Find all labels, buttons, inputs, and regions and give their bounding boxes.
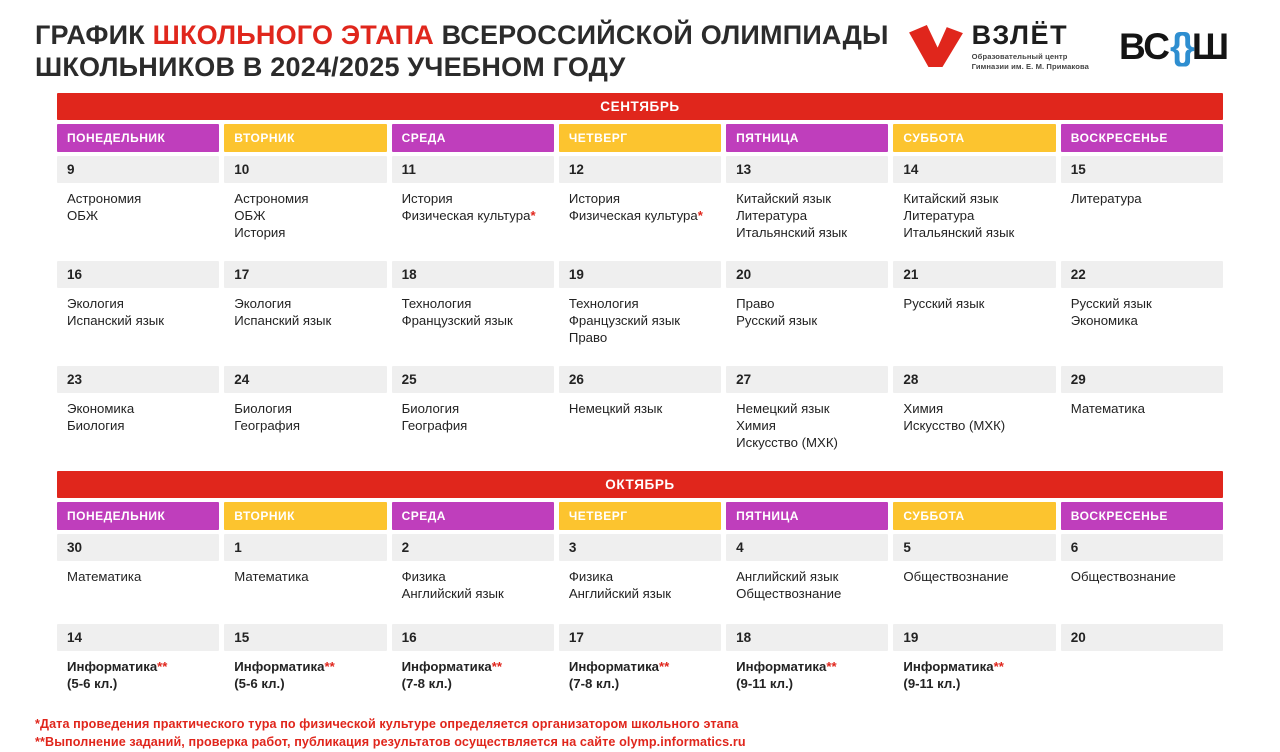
weekday-header: ПОНЕДЕЛЬНИК — [57, 124, 219, 152]
footnote-asterisk: ** — [993, 659, 1004, 675]
day-subjects — [224, 397, 386, 464]
weekday-header: ВТОРНИК — [224, 502, 386, 530]
date-cell: 12 — [559, 156, 721, 183]
date-cell: 17 — [559, 624, 721, 651]
date-cell: 24 — [224, 366, 386, 393]
day-subjects — [224, 187, 386, 254]
subject-name: Итальянский язык — [736, 225, 848, 241]
day-subjects — [559, 187, 721, 254]
day-subjects — [224, 565, 386, 617]
subject-name: Физическая культура — [401, 208, 531, 224]
subject-name: Астрономия — [234, 191, 309, 207]
subject-entry — [736, 224, 882, 241]
subject-name: Математика — [234, 569, 309, 585]
subject-name: (5-6 кл.) — [67, 676, 118, 692]
subject-name: Обществознание — [903, 569, 1009, 585]
date-cell: 3 — [559, 534, 721, 561]
day-subjects — [57, 187, 219, 254]
date-cell: 23 — [57, 366, 219, 393]
subject-entry — [736, 434, 882, 451]
subject-entry — [1071, 568, 1217, 585]
subject-name: Физическая культура — [568, 208, 698, 224]
subject-name: Литература — [736, 208, 808, 224]
subject-name: Английский язык — [568, 586, 672, 602]
subject-row — [57, 565, 1223, 617]
subject-entry — [1071, 190, 1217, 207]
day-subjects — [392, 292, 554, 359]
subject-name: (9-11 кл.) — [736, 676, 794, 692]
subject-name: (7-8 кл.) — [568, 676, 620, 692]
subject-name: Литература — [1070, 191, 1142, 207]
subject-name: География — [234, 418, 301, 434]
subject-name: Китайский язык — [736, 191, 831, 207]
calendar — [57, 93, 1223, 707]
subject-entry — [903, 207, 1049, 224]
subject-name: Обществознание — [1070, 569, 1176, 585]
weekday-header-row — [57, 124, 1223, 152]
date-cell: 28 — [893, 366, 1055, 393]
subject-entry — [67, 568, 213, 585]
subject-entry — [1071, 400, 1217, 417]
day-subjects — [1061, 397, 1223, 464]
subject-entry — [569, 207, 715, 224]
subject-name: Биология — [67, 418, 125, 434]
subject-name: Русский язык — [1070, 296, 1152, 312]
day-subjects — [726, 565, 888, 617]
day-subjects — [224, 655, 386, 707]
date-row — [57, 366, 1223, 393]
subject-entry — [569, 295, 715, 312]
day-subjects — [726, 397, 888, 464]
subject-name: Французский язык — [568, 313, 681, 329]
vzlet-text — [972, 22, 1089, 72]
subject-entry — [903, 190, 1049, 207]
subject-entry — [234, 568, 380, 585]
subject-entry — [402, 585, 548, 602]
subject-entry — [569, 312, 715, 329]
subject-name: Искусство (МХК) — [903, 418, 1006, 434]
day-subjects — [57, 397, 219, 464]
subject-name: Физика — [401, 569, 446, 585]
vzlet-v-icon — [909, 22, 963, 67]
subject-entry — [569, 190, 715, 207]
subject-entry — [67, 295, 213, 312]
date-cell: 6 — [1061, 534, 1223, 561]
title-line2: ШКОЛЬНИКОВ В 2024/2025 УЧЕБНОМ ГОДУ — [35, 51, 626, 82]
date-row — [57, 624, 1223, 651]
subject-entry — [569, 568, 715, 585]
subject-entry — [736, 400, 882, 417]
subject-name: География — [401, 418, 468, 434]
title-accent: ШКОЛЬНОГО ЭТАПА — [152, 20, 434, 50]
subject-name: Немецкий язык — [568, 401, 663, 417]
day-subjects — [559, 397, 721, 464]
subject-name: Английский язык — [736, 569, 839, 585]
day-subjects — [392, 187, 554, 254]
footnote-asterisk: ** — [491, 659, 502, 675]
subject-name: Экология — [234, 296, 292, 312]
subject-entry — [569, 585, 715, 602]
weekday-header: СРЕДА — [392, 124, 554, 152]
date-cell: 22 — [1061, 261, 1223, 288]
subject-entry — [903, 675, 1049, 692]
subject-name: Итальянский язык — [903, 225, 1015, 241]
date-row — [57, 261, 1223, 288]
subject-name: Информатика — [736, 659, 827, 675]
subject-name: Экология — [67, 296, 124, 312]
day-subjects — [1061, 565, 1223, 617]
subject-name: Литература — [903, 208, 975, 224]
date-cell: 16 — [392, 624, 554, 651]
subject-entry — [402, 190, 548, 207]
date-cell: 9 — [57, 156, 219, 183]
vsosh-part2: Ш — [1191, 26, 1228, 68]
subject-entry — [67, 417, 213, 434]
subject-name: Биология — [234, 401, 292, 417]
day-subjects — [726, 655, 888, 707]
subject-name: Русский язык — [736, 313, 818, 329]
subject-name: Искусство (МХК) — [736, 435, 838, 451]
date-cell: 29 — [1061, 366, 1223, 393]
date-cell: 21 — [893, 261, 1055, 288]
subject-entry — [736, 675, 882, 692]
subject-name: Астрономия — [67, 191, 142, 207]
subject-name: Информатика — [903, 659, 994, 675]
subject-name: Технология — [568, 296, 639, 312]
subject-entry — [402, 417, 548, 434]
subject-entry — [67, 190, 213, 207]
footnote-asterisk: ** — [826, 659, 837, 675]
subject-name: Химия — [736, 418, 776, 434]
date-cell: 14 — [57, 624, 219, 651]
day-subjects — [392, 397, 554, 464]
subject-name: Русский язык — [903, 296, 985, 312]
subject-entry — [903, 295, 1049, 312]
footnote-asterisk: ** — [324, 659, 335, 675]
day-subjects — [726, 292, 888, 359]
day-subjects — [893, 655, 1055, 707]
date-cell: 15 — [224, 624, 386, 651]
date-cell: 15 — [1061, 156, 1223, 183]
subject-name: История — [401, 191, 453, 207]
weekday-header-row — [57, 502, 1223, 530]
subject-entry — [736, 585, 882, 602]
subject-name: Биология — [401, 401, 460, 417]
day-subjects — [224, 292, 386, 359]
subject-entry — [736, 312, 882, 329]
vsosh-braces-icon: {} — [1170, 26, 1191, 68]
subject-entry — [736, 207, 882, 224]
subject-row — [57, 397, 1223, 464]
day-subjects — [57, 292, 219, 359]
date-cell: 30 — [57, 534, 219, 561]
subject-entry — [67, 207, 213, 224]
month-banner: СЕНТЯБРЬ — [57, 93, 1223, 120]
subject-entry — [67, 658, 213, 675]
date-cell: 4 — [726, 534, 888, 561]
subject-name: Информатика — [234, 659, 325, 675]
subject-entry — [234, 207, 380, 224]
day-subjects — [1061, 655, 1223, 707]
subject-entry — [234, 190, 380, 207]
subject-name: Технология — [401, 296, 472, 312]
date-cell: 10 — [224, 156, 386, 183]
subject-entry — [234, 224, 380, 241]
weekday-header: ПЯТНИЦА — [726, 502, 888, 530]
date-cell: 14 — [893, 156, 1055, 183]
subject-entry — [234, 312, 380, 329]
subject-entry — [903, 417, 1049, 434]
footnote-asterisk: * — [530, 208, 536, 224]
date-cell: 18 — [726, 624, 888, 651]
day-subjects — [893, 187, 1055, 254]
date-cell: 18 — [392, 261, 554, 288]
day-subjects — [726, 187, 888, 254]
subject-entry — [234, 658, 380, 675]
subject-name: Информатика — [401, 659, 492, 675]
subject-name: Физика — [568, 569, 614, 585]
vzlet-name: ВЗЛЁТ — [971, 20, 1069, 50]
subject-entry — [67, 312, 213, 329]
weekday-header: ВТОРНИК — [224, 124, 386, 152]
subject-name: Обществознание — [736, 586, 842, 602]
subject-entry — [736, 568, 882, 585]
subject-name: История — [568, 191, 620, 207]
subject-entry — [402, 568, 548, 585]
weekday-header: ВОСКРЕСЕНЬЕ — [1061, 502, 1223, 530]
date-cell: 25 — [392, 366, 554, 393]
day-subjects — [893, 565, 1055, 617]
day-subjects — [893, 292, 1055, 359]
date-cell: 5 — [893, 534, 1055, 561]
subject-name: Испанский язык — [234, 313, 332, 329]
day-subjects — [559, 565, 721, 617]
date-cell: 1 — [224, 534, 386, 561]
subject-entry — [1071, 312, 1217, 329]
vsosh-logo — [1118, 26, 1228, 68]
day-subjects — [559, 292, 721, 359]
subject-entry — [569, 329, 715, 346]
subject-entry — [903, 568, 1049, 585]
subject-name: Информатика — [568, 659, 660, 675]
subject-entry — [903, 400, 1049, 417]
subject-name: История — [234, 225, 286, 241]
subject-row — [57, 187, 1223, 254]
subject-name: Право — [736, 296, 775, 312]
day-subjects — [392, 565, 554, 617]
date-cell: 20 — [1061, 624, 1223, 651]
subject-entry — [234, 417, 380, 434]
subject-name: Математика — [1070, 401, 1146, 417]
vzlet-subtitle-line2: Гимназии им. Е. М. Примакова — [971, 61, 1089, 71]
date-row — [57, 534, 1223, 561]
weekday-header: СУББОТА — [893, 124, 1055, 152]
date-cell: 19 — [893, 624, 1055, 651]
subject-name: Экономика — [67, 401, 135, 417]
subject-entry — [736, 295, 882, 312]
subject-entry — [67, 400, 213, 417]
subject-entry — [402, 400, 548, 417]
footnote-asterisk: ** — [157, 659, 168, 675]
footnote-asterisk: * — [697, 208, 703, 224]
subject-entry — [402, 295, 548, 312]
day-subjects — [893, 397, 1055, 464]
vzlet-subtitle-line1: Образовательный центр — [971, 52, 1068, 61]
header — [0, 0, 1280, 93]
subject-name: Китайский язык — [903, 191, 999, 207]
subject-name: ОБЖ — [67, 208, 99, 224]
subject-entry — [569, 675, 715, 692]
page-title — [35, 20, 889, 83]
subject-name: Математика — [67, 569, 142, 585]
subject-name: (9-11 кл.) — [903, 676, 961, 692]
subject-entry — [234, 400, 380, 417]
subject-name: (5-6 кл.) — [234, 676, 285, 692]
footnote-phys-ed: *Дата проведения практического тура по физической культуре определяется организатором школьного этапа — [35, 717, 739, 732]
subject-row — [57, 655, 1223, 707]
subject-name: Испанский язык — [67, 313, 165, 329]
date-cell: 2 — [392, 534, 554, 561]
subject-entry — [402, 312, 548, 329]
subject-name: Экономика — [1070, 313, 1138, 329]
subject-name: (7-8 кл.) — [401, 676, 452, 692]
subject-name: ОБЖ — [234, 208, 266, 224]
subject-name: Химия — [903, 401, 944, 417]
title-part1: ГРАФИК — [35, 20, 153, 50]
day-subjects — [1061, 292, 1223, 359]
subject-name: Французский язык — [401, 313, 513, 329]
subject-entry — [903, 658, 1049, 675]
subject-entry — [903, 224, 1049, 241]
weekday-header: ПЯТНИЦА — [726, 124, 888, 152]
date-row — [57, 156, 1223, 183]
subject-name: Немецкий язык — [736, 401, 830, 417]
subject-entry — [402, 675, 548, 692]
subject-name: Информатика — [67, 659, 158, 675]
footnotes — [35, 715, 1223, 752]
subject-entry — [736, 658, 882, 675]
footnote-informatics: **Выполнение заданий, проверка работ, публикация результатов осуществляется на сайте olymp.informatics.ru — [35, 735, 746, 750]
weekday-header: СУББОТА — [893, 502, 1055, 530]
weekday-header: ПОНЕДЕЛЬНИК — [57, 502, 219, 530]
subject-entry — [402, 207, 548, 224]
subject-entry — [234, 675, 380, 692]
date-cell: 16 — [57, 261, 219, 288]
date-cell: 13 — [726, 156, 888, 183]
subject-entry — [67, 675, 213, 692]
subject-entry — [569, 400, 715, 417]
date-cell: 20 — [726, 261, 888, 288]
subject-name: Право — [568, 330, 608, 346]
weekday-header: ЧЕТВЕРГ — [559, 124, 721, 152]
weekday-header: ВОСКРЕСЕНЬЕ — [1061, 124, 1223, 152]
day-subjects — [57, 565, 219, 617]
subject-entry — [234, 295, 380, 312]
subject-entry — [736, 190, 882, 207]
weekday-header: СРЕДА — [392, 502, 554, 530]
title-part2: ВСЕРОССИЙСКОЙ ОЛИМПИАДЫ — [433, 20, 889, 50]
vsosh-part1: ВС — [1118, 26, 1169, 68]
month-banner: ОКТЯБРЬ — [57, 471, 1223, 498]
subject-entry — [736, 417, 882, 434]
date-cell: 27 — [726, 366, 888, 393]
day-subjects — [392, 655, 554, 707]
subject-entry — [569, 658, 715, 675]
subject-entry — [402, 658, 548, 675]
subject-name: Английский язык — [401, 586, 504, 602]
subject-row — [57, 292, 1223, 359]
date-cell: 17 — [224, 261, 386, 288]
weekday-header: ЧЕТВЕРГ — [559, 502, 721, 530]
day-subjects — [559, 655, 721, 707]
footnote-asterisk: ** — [659, 659, 670, 675]
day-subjects — [1061, 187, 1223, 254]
date-cell: 26 — [559, 366, 721, 393]
vzlet-logo — [909, 22, 1089, 72]
date-cell: 19 — [559, 261, 721, 288]
day-subjects — [57, 655, 219, 707]
logos — [909, 22, 1228, 72]
date-cell: 11 — [392, 156, 554, 183]
subject-entry — [1071, 295, 1217, 312]
vzlet-subtitle — [972, 52, 1089, 72]
